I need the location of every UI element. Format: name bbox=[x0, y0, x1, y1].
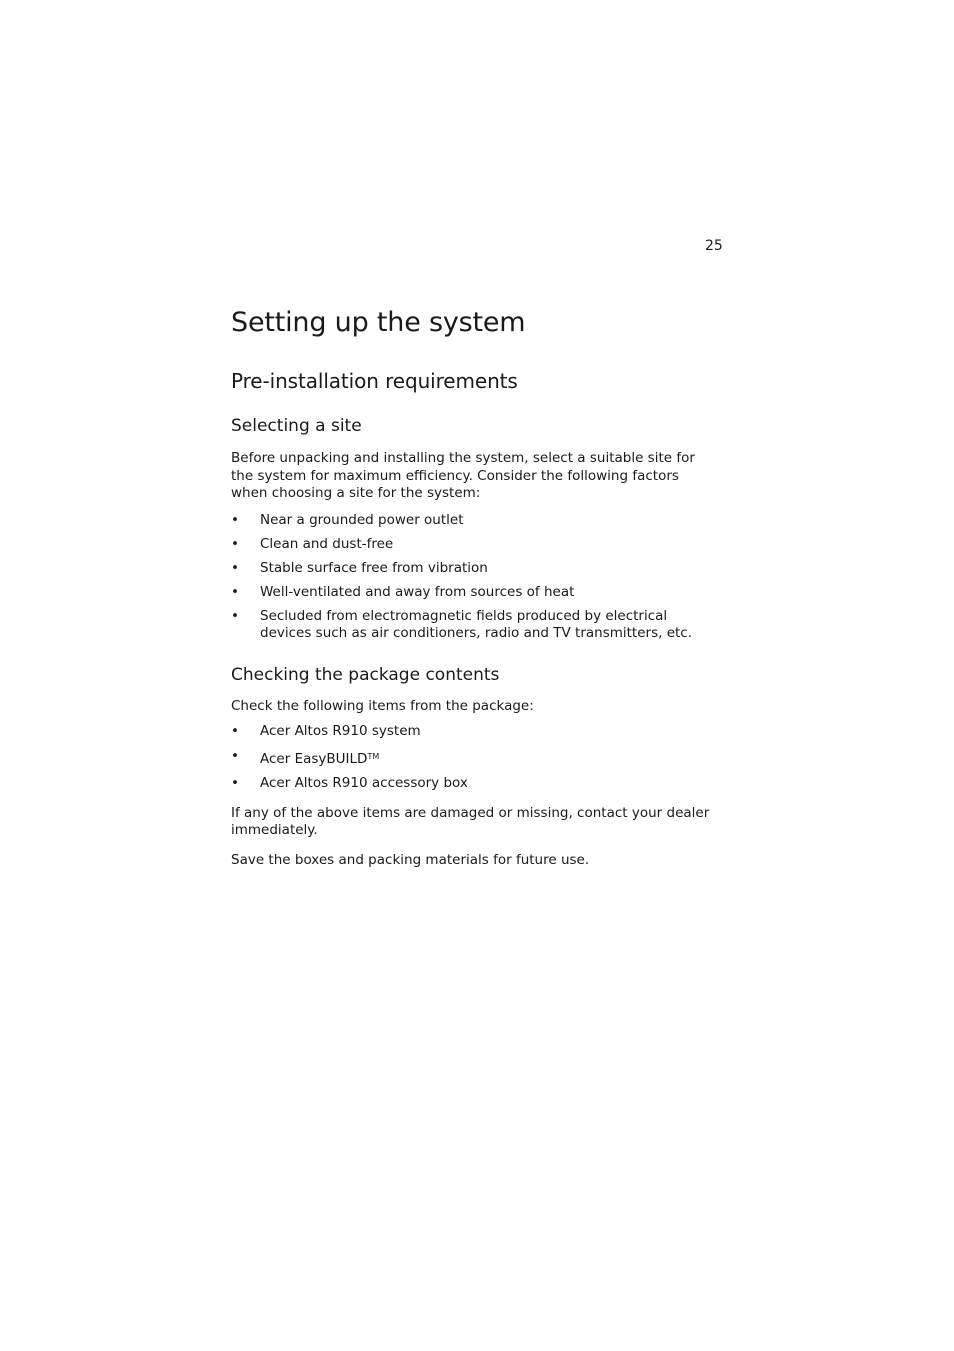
subsection-heading-package: Checking the package contents bbox=[231, 664, 500, 685]
bullet-icon: • bbox=[231, 723, 239, 739]
damaged-note-paragraph: If any of the above items are damaged or missing, contact your dealer immediately. bbox=[231, 804, 710, 838]
page-content bbox=[231, 303, 711, 869]
bullet-icon: • bbox=[231, 775, 239, 791]
bullet-icon: • bbox=[231, 511, 239, 528]
list-item-text: Clean and dust-free bbox=[260, 535, 394, 552]
list-item bbox=[231, 536, 711, 554]
list-item bbox=[231, 723, 711, 741]
list-item-text: Acer Altos R910 accessory box bbox=[260, 775, 468, 791]
bullet-icon: • bbox=[231, 747, 239, 764]
trademark-symbol: TM bbox=[367, 751, 380, 761]
list-item-text: Well-ventilated and away from sources of heat bbox=[260, 583, 575, 600]
subsection-heading-site: Selecting a site bbox=[231, 416, 362, 436]
page-title: Setting up the system bbox=[231, 307, 526, 338]
list-item bbox=[231, 748, 711, 769]
list-item-text: Secluded from electromagnetic fields produced by electrical devices such as air conditioners, radio and TV transmitters, etc. bbox=[260, 607, 693, 641]
bullet-icon: • bbox=[231, 583, 239, 600]
bullet-icon: • bbox=[231, 535, 239, 552]
package-items-list bbox=[231, 723, 711, 793]
site-factors-list bbox=[231, 512, 711, 643]
list-item-text: Near a grounded power outlet bbox=[260, 511, 464, 528]
package-intro-paragraph: Check the following items from the package: bbox=[231, 697, 534, 714]
bullet-icon: • bbox=[231, 559, 239, 576]
section-heading: Pre-installation requirements bbox=[231, 369, 518, 393]
bullet-icon: • bbox=[231, 607, 239, 624]
list-item bbox=[231, 584, 711, 602]
list-item bbox=[231, 512, 711, 530]
list-item bbox=[231, 560, 711, 578]
list-item bbox=[231, 608, 711, 643]
list-item bbox=[231, 775, 711, 793]
page-number: 25 bbox=[705, 238, 723, 254]
site-intro-paragraph: Before unpacking and installing the system, select a suitable site for the system for maximum efficiency. Consider the following factors when choosing a site for the system: bbox=[231, 450, 695, 501]
list-item-text: Acer EasyBUILD bbox=[260, 750, 368, 767]
list-item-text: Stable surface free from vibration bbox=[260, 559, 488, 576]
list-item-text: Acer Altos R910 system bbox=[260, 723, 421, 739]
save-note-paragraph: Save the boxes and packing materials for future use. bbox=[231, 851, 590, 868]
